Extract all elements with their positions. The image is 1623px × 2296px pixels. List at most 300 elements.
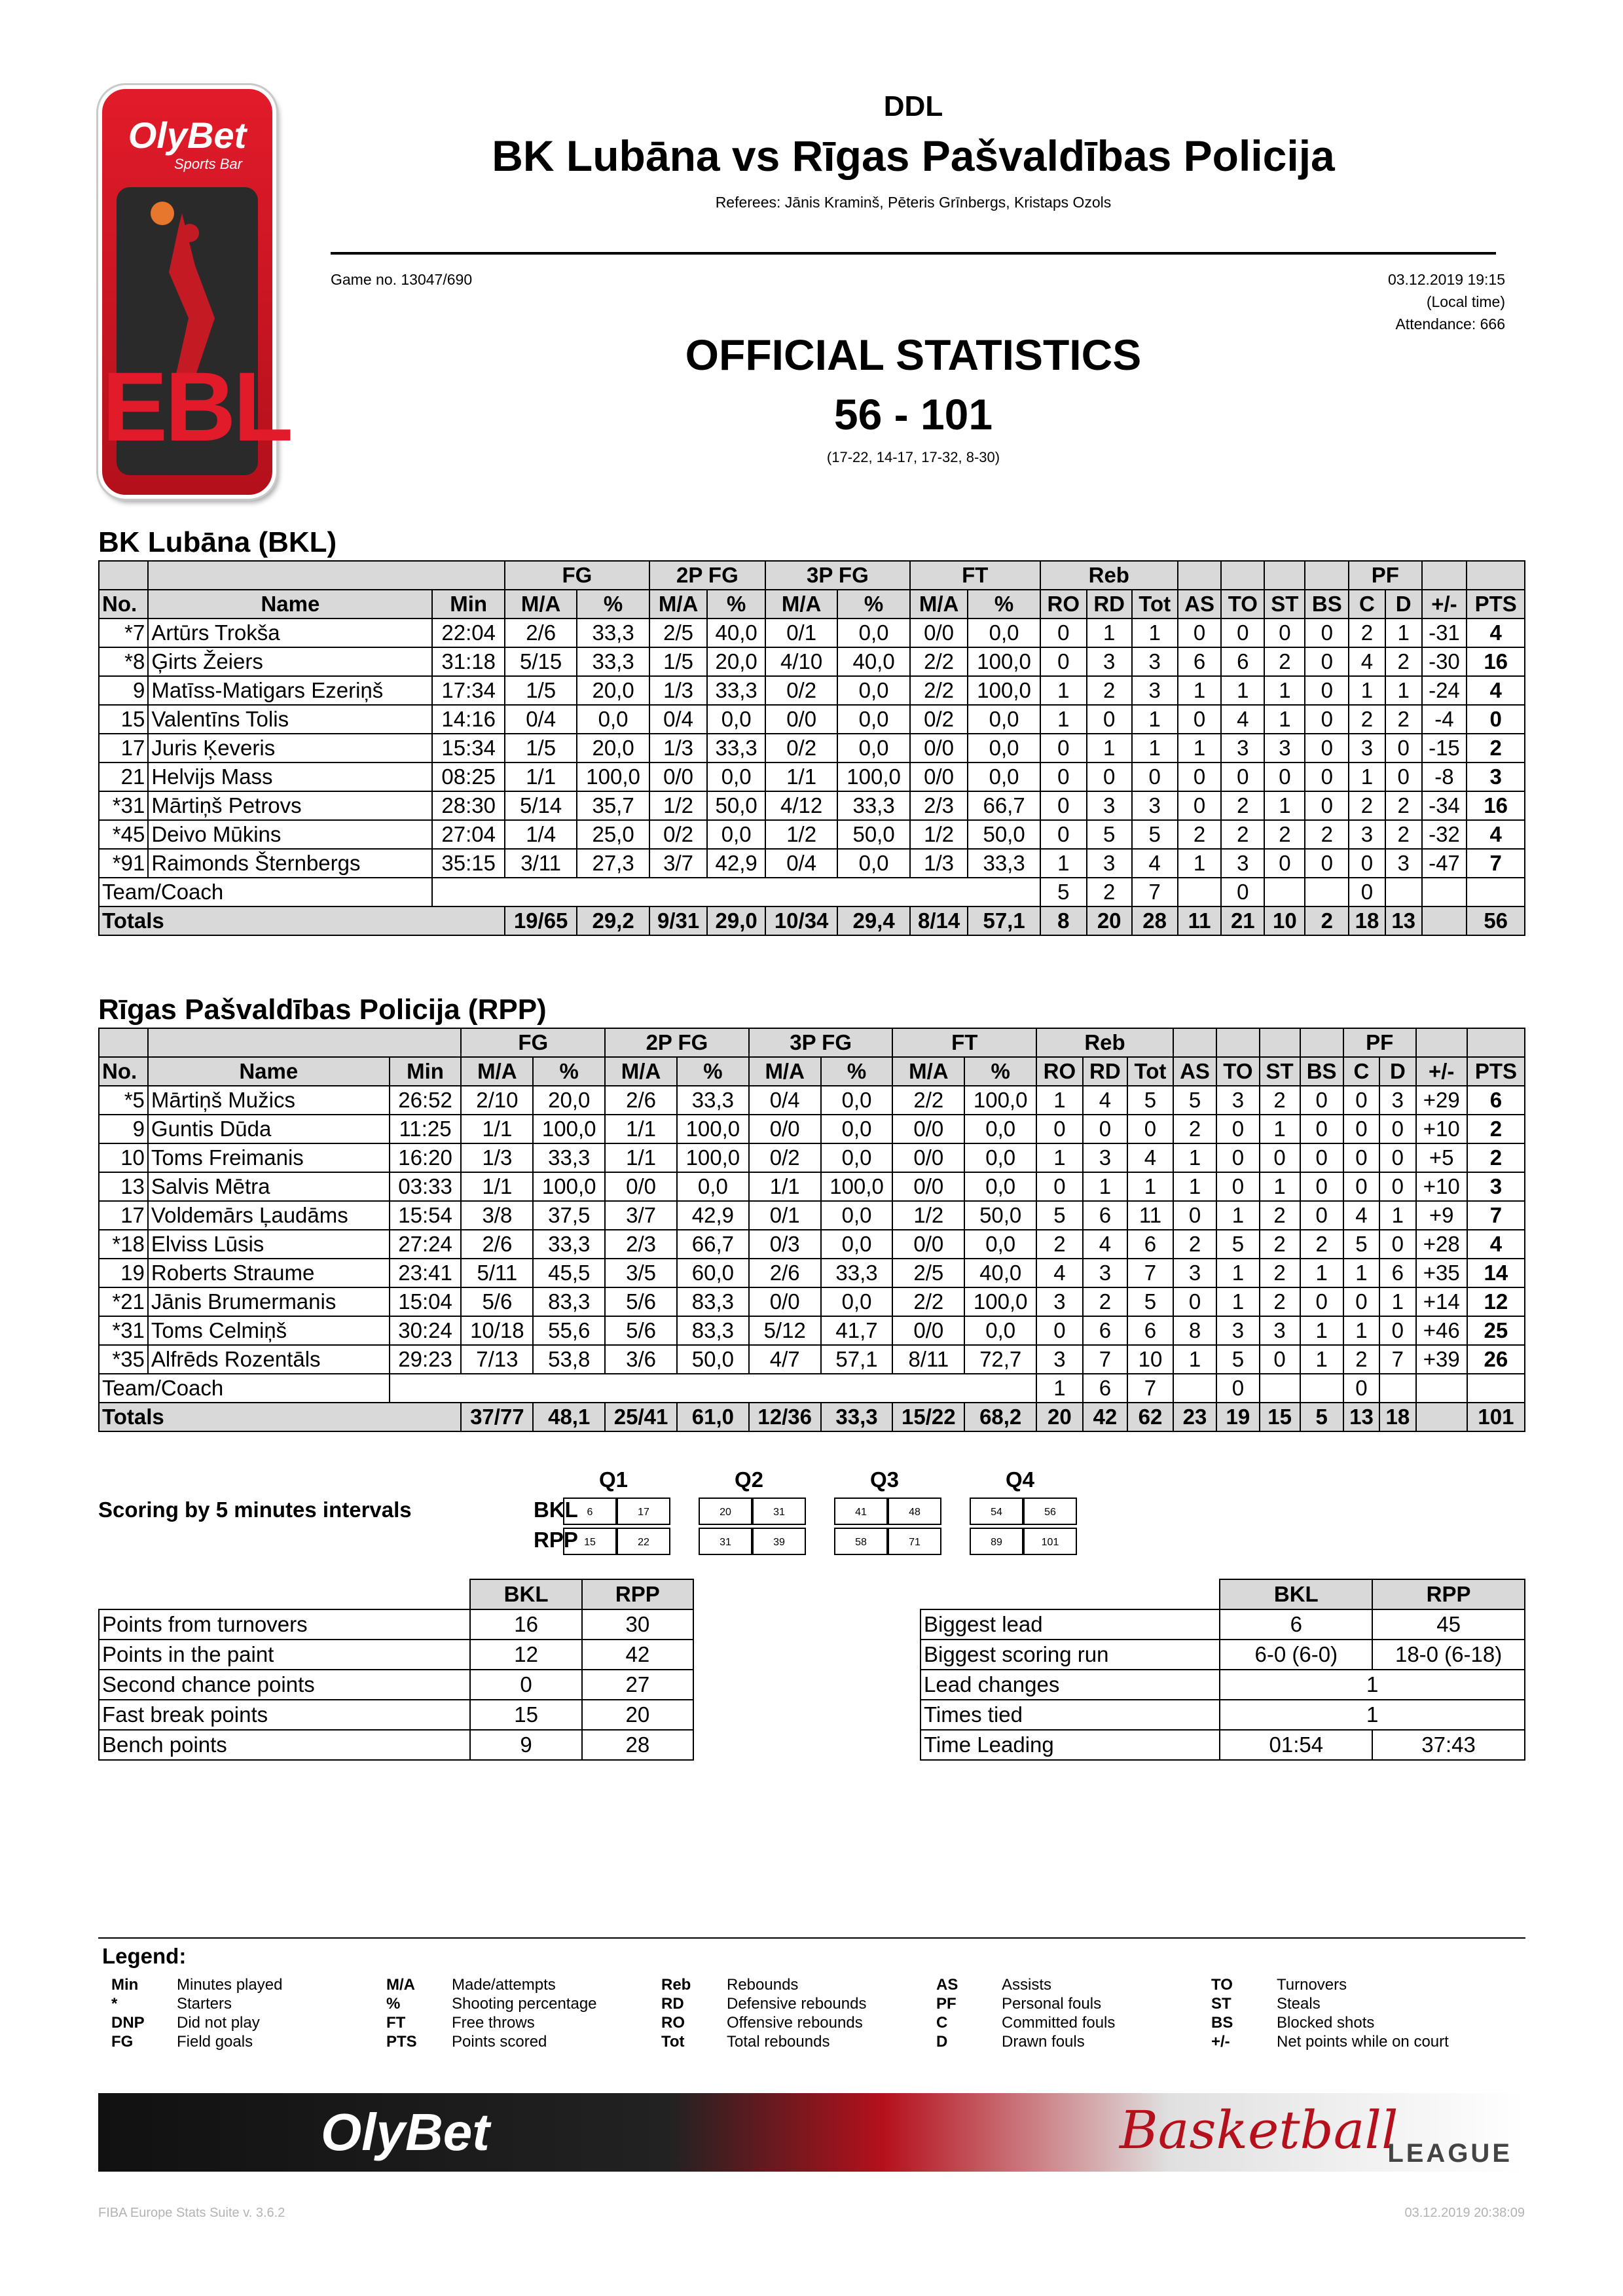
summary-row <box>921 1700 1525 1730</box>
stat-cell <box>1385 878 1422 906</box>
stat-cell: 5 <box>1127 1086 1173 1115</box>
column-group-header: PF <box>1349 561 1421 590</box>
stat-cell: Elviss Lūsis <box>148 1230 390 1259</box>
summary-value: 16 <box>470 1609 581 1640</box>
legend-desc: Defensive rebounds <box>727 1995 867 2013</box>
column-group-header: FG <box>461 1028 605 1057</box>
stat-cell: 0,0 <box>964 1230 1036 1259</box>
stat-cell: 29:23 <box>390 1345 462 1374</box>
summary-label: Biggest lead <box>921 1609 1220 1640</box>
stat-cell: 100,0 <box>968 647 1040 676</box>
column-header: PTS <box>1467 1057 1525 1086</box>
stat-cell: 0 <box>1300 1143 1343 1172</box>
stat-cell: 2/3 <box>605 1230 677 1259</box>
stat-cell: +10 <box>1416 1172 1467 1201</box>
column-header: Min <box>432 590 504 619</box>
stat-cell: 5/12 <box>749 1316 821 1345</box>
stat-cell: 4 <box>1083 1230 1127 1259</box>
stat-cell: 1/1 <box>749 1172 821 1201</box>
column-header: BS <box>1305 590 1349 619</box>
stat-cell: 3 <box>1385 849 1422 878</box>
column-header: No. <box>99 1057 148 1086</box>
stat-cell: 3/6 <box>605 1345 677 1374</box>
header-blank <box>1300 1028 1343 1057</box>
stat-cell: *31 <box>99 791 148 820</box>
stat-cell: 6 <box>1083 1201 1127 1230</box>
stat-cell: 0,0 <box>837 705 909 734</box>
column-group-header: Reb <box>1036 1028 1173 1057</box>
stat-cell: 0 <box>1343 1287 1379 1316</box>
stat-cell <box>1416 1374 1467 1403</box>
stat-cell: 4/7 <box>749 1345 821 1374</box>
player-row <box>99 849 1525 878</box>
column-header: TO <box>1221 590 1264 619</box>
stat-cell: 0,0 <box>821 1287 893 1316</box>
stat-cell: 0/2 <box>749 1143 821 1172</box>
stat-cell: 0,0 <box>964 1316 1036 1345</box>
legend-abbr: RD <box>661 1995 684 2013</box>
stat-cell: 0 <box>1040 734 1087 762</box>
stat-cell: 1 <box>1221 676 1264 705</box>
stat-cell: 0,0 <box>707 705 765 734</box>
stat-cell: -34 <box>1422 791 1467 820</box>
totals-row <box>99 1403 1525 1431</box>
interval-score-cell: 54 <box>970 1498 1023 1525</box>
column-header: M/A <box>505 590 577 619</box>
stat-cell: 1 <box>1132 734 1178 762</box>
totals-cell: 15 <box>1260 1403 1300 1431</box>
stat-cell: 50,0 <box>677 1345 749 1374</box>
column-header: % <box>577 590 649 619</box>
stat-cell: 7 <box>1467 849 1525 878</box>
stat-cell: 1 <box>1178 676 1222 705</box>
stat-cell: 20,0 <box>577 734 649 762</box>
stat-cell: 6 <box>1083 1374 1127 1403</box>
player-row <box>99 705 1525 734</box>
stat-cell: 42,9 <box>677 1201 749 1230</box>
header-blank <box>1467 561 1525 590</box>
stat-cell: 1 <box>1132 705 1178 734</box>
stat-cell: *91 <box>99 849 148 878</box>
totals-label: Totals <box>99 1403 461 1431</box>
summary-value: 18-0 (6-18) <box>1372 1640 1525 1670</box>
stat-cell: 2 <box>1221 820 1264 849</box>
stat-cell: -8 <box>1422 762 1467 791</box>
stat-cell: +46 <box>1416 1316 1467 1345</box>
interval-score-cell: 101 <box>1023 1528 1077 1555</box>
stat-cell: 1 <box>1216 1201 1260 1230</box>
stat-cell: 1/2 <box>910 820 968 849</box>
stat-cell: Roberts Straume <box>148 1259 390 1287</box>
column-header: RD <box>1087 590 1132 619</box>
column-group-header: PF <box>1343 1028 1416 1057</box>
box-score-bkl <box>98 560 1525 936</box>
stat-cell: 1 <box>1349 676 1385 705</box>
totals-cell: 10/34 <box>765 906 837 935</box>
legend-desc: Free throws <box>452 2014 535 2032</box>
summary-label: Time Leading <box>921 1730 1220 1760</box>
stat-cell: 0/4 <box>505 705 577 734</box>
summary-value: 15 <box>470 1700 581 1730</box>
totals-cell: 8/14 <box>910 906 968 935</box>
stat-cell: 2/2 <box>892 1086 964 1115</box>
stat-cell: 100,0 <box>533 1115 605 1143</box>
totals-cell: 57,1 <box>968 906 1040 935</box>
totals-cell: 33,3 <box>821 1403 893 1431</box>
stat-cell: 1 <box>1178 849 1222 878</box>
stat-cell: +9 <box>1416 1201 1467 1230</box>
column-header: % <box>677 1057 749 1086</box>
stat-cell: 7 <box>1127 1374 1173 1403</box>
stat-cell: 3 <box>1221 849 1264 878</box>
stat-cell: *35 <box>99 1345 148 1374</box>
column-group-header: 3P FG <box>765 561 910 590</box>
totals-cell: 29,0 <box>707 906 765 935</box>
stat-cell: 1/1 <box>605 1115 677 1143</box>
stat-cell: 1 <box>1087 734 1132 762</box>
summary-header: BKL <box>1220 1579 1372 1609</box>
stat-cell: 0 <box>1385 734 1422 762</box>
stat-cell: 1/1 <box>505 762 577 791</box>
stat-cell: +35 <box>1416 1259 1467 1287</box>
stat-cell: -32 <box>1422 820 1467 849</box>
stat-cell: 0 <box>1221 878 1264 906</box>
legend-desc: Offensive rebounds <box>727 2014 863 2032</box>
stat-cell: 0 <box>1178 705 1222 734</box>
summary-value: 45 <box>1372 1609 1525 1640</box>
stat-cell: 100,0 <box>533 1172 605 1201</box>
stat-cell: Deivo Mūkins <box>148 820 432 849</box>
stat-cell: 0,0 <box>821 1201 893 1230</box>
stat-cell: 10/18 <box>461 1316 533 1345</box>
stat-cell: 5 <box>1036 1201 1083 1230</box>
stat-cell: 0,0 <box>964 1143 1036 1172</box>
stat-cell: 5 <box>1132 820 1178 849</box>
stat-cell: 3/5 <box>605 1259 677 1287</box>
banner-brand: OlyBet <box>321 2103 490 2161</box>
stat-cell: 14:16 <box>432 705 504 734</box>
stat-cell: -4 <box>1422 705 1467 734</box>
stat-cell: 0 <box>1305 619 1349 647</box>
stat-cell: 1 <box>1385 676 1422 705</box>
stat-cell: 1 <box>1260 1172 1300 1201</box>
stat-cell: 4/10 <box>765 647 837 676</box>
stat-cell: 100,0 <box>964 1287 1036 1316</box>
summary-value: 6 <box>1220 1609 1372 1640</box>
stat-cell: 33,3 <box>533 1230 605 1259</box>
footer-software: FIBA Europe Stats Suite v. 3.6.2 <box>98 2206 285 2220</box>
summary-label: Points in the paint <box>99 1640 470 1670</box>
stat-cell: 83,3 <box>677 1287 749 1316</box>
stat-cell: 0 <box>1305 705 1349 734</box>
stat-cell: 0,0 <box>968 619 1040 647</box>
legend-desc: Minutes played <box>177 1976 283 1994</box>
referees: Referees: Jānis Kraminš, Pēteris Grīnbergs, Kristaps Ozols <box>715 194 1112 211</box>
totals-cell: 10 <box>1264 906 1305 935</box>
stat-cell: 0,0 <box>821 1143 893 1172</box>
stat-cell: 0 <box>1087 705 1132 734</box>
column-header: ST <box>1260 1057 1300 1086</box>
stat-cell: 0,0 <box>707 762 765 791</box>
stat-cell <box>1305 878 1349 906</box>
stat-cell: 2/5 <box>649 619 708 647</box>
totals-cell: 5 <box>1300 1403 1343 1431</box>
stat-cell: 0/0 <box>910 734 968 762</box>
stat-cell: +14 <box>1416 1287 1467 1316</box>
legend-abbr: M/A <box>386 1976 415 1994</box>
stat-cell: 0 <box>1036 1316 1083 1345</box>
quarter-label: Q4 <box>1006 1467 1035 1492</box>
column-header: C <box>1343 1057 1379 1086</box>
stat-cell: 55,6 <box>533 1316 605 1345</box>
interval-score-cell: 22 <box>617 1528 670 1555</box>
legend-desc: Points scored <box>452 2033 547 2051</box>
stat-cell: 6 <box>1083 1316 1127 1345</box>
totals-label: Totals <box>99 906 505 935</box>
interval-score-cell: 31 <box>752 1498 806 1525</box>
stat-cell: 6 <box>1127 1316 1173 1345</box>
column-header: C <box>1349 590 1385 619</box>
stat-cell: 16 <box>1467 647 1525 676</box>
stat-cell: 2 <box>1260 1086 1300 1115</box>
stat-cell: Alfrēds Rozentāls <box>148 1345 390 1374</box>
stat-cell: 3 <box>1221 734 1264 762</box>
stat-cell: 0 <box>1216 1374 1260 1403</box>
stat-cell: 1 <box>1036 1143 1083 1172</box>
summary-value: 01:54 <box>1220 1730 1372 1760</box>
legend-desc: Made/attempts <box>452 1976 556 1994</box>
stat-cell: 31:18 <box>432 647 504 676</box>
summary-value: 37:43 <box>1372 1730 1525 1760</box>
stat-cell: 2 <box>1349 791 1385 820</box>
column-header: TO <box>1216 1057 1260 1086</box>
stat-cell: 0 <box>1349 849 1385 878</box>
game-title: BK Lubāna vs Rīgas Pašvaldības Policija <box>492 132 1335 180</box>
player-row <box>99 1086 1525 1115</box>
stat-cell: 12 <box>1467 1287 1525 1316</box>
summary-label: Points from turnovers <box>99 1609 470 1640</box>
legend-desc: Starters <box>177 1995 232 2013</box>
totals-cell: 42 <box>1083 1403 1127 1431</box>
stat-cell: 28:30 <box>432 791 504 820</box>
stat-cell: 0/1 <box>749 1201 821 1230</box>
team-title-bkl: BK Lubāna (BKL) <box>98 526 337 558</box>
logo-sub: Sports Bar <box>174 156 242 172</box>
team-coach-label: Team/Coach <box>99 878 432 906</box>
interval-score-cell: 6 <box>563 1498 617 1525</box>
summary-value: 9 <box>470 1730 581 1760</box>
column-group-header: FT <box>910 561 1040 590</box>
summary-header: BKL <box>470 1579 581 1609</box>
stat-cell: +39 <box>1416 1345 1467 1374</box>
stat-cell: 20,0 <box>533 1086 605 1115</box>
stat-cell: 0/2 <box>910 705 968 734</box>
summary-label: Second chance points <box>99 1670 470 1700</box>
stat-cell: 0 <box>1467 705 1525 734</box>
interval-team-label: BKL <box>534 1498 578 1522</box>
stat-cell: 0 <box>1379 1143 1415 1172</box>
stat-cell: Helvijs Mass <box>148 762 432 791</box>
stat-cell: 0 <box>1305 849 1349 878</box>
stat-cell: 10 <box>99 1143 148 1172</box>
column-header: M/A <box>892 1057 964 1086</box>
team-coach-row <box>99 878 1525 906</box>
stat-cell: 2 <box>1467 734 1525 762</box>
legend-desc: Did not play <box>177 2014 260 2032</box>
stat-cell: 1 <box>1264 676 1305 705</box>
stat-cell: 22:04 <box>432 619 504 647</box>
stat-cell: 0,0 <box>964 1172 1036 1201</box>
stat-cell: 0 <box>1264 849 1305 878</box>
stat-cell: 1 <box>1083 1172 1127 1201</box>
stat-cell: -15 <box>1422 734 1467 762</box>
stat-cell: 2 <box>1385 647 1422 676</box>
column-group-header: FT <box>892 1028 1036 1057</box>
game-datetime: 03.12.2019 19:15 <box>1387 271 1505 288</box>
stat-cell: 40,0 <box>837 647 909 676</box>
stat-cell: 100,0 <box>677 1115 749 1143</box>
column-header: D <box>1385 590 1422 619</box>
column-header: +/- <box>1422 590 1467 619</box>
game-flow-table <box>920 1579 1525 1761</box>
stat-cell: 2 <box>1260 1287 1300 1316</box>
totals-cell: 19 <box>1216 1403 1260 1431</box>
header-blank <box>921 1579 1220 1609</box>
totals-cell: 20 <box>1087 906 1132 935</box>
stat-cell: 0/0 <box>749 1115 821 1143</box>
stat-cell: 0/2 <box>765 676 837 705</box>
legend-abbr: FG <box>111 2033 134 2051</box>
logo-league: EBL <box>102 351 291 461</box>
stat-cell: 3 <box>1264 734 1305 762</box>
summary-row <box>921 1609 1525 1640</box>
stat-cell: 0 <box>1036 1115 1083 1143</box>
stat-cell: 50,0 <box>707 791 765 820</box>
totals-cell: 12/36 <box>749 1403 821 1431</box>
stat-cell: 0/0 <box>605 1172 677 1201</box>
stat-cell: 3 <box>1087 849 1132 878</box>
totals-cell <box>1416 1403 1467 1431</box>
stat-cell: Guntis Dūda <box>148 1115 390 1143</box>
interval-score-cell: 56 <box>1023 1498 1077 1525</box>
stat-cell: 33,3 <box>577 647 649 676</box>
summary-row <box>99 1730 693 1760</box>
stat-cell: 17 <box>99 1201 148 1230</box>
stat-cell: Toms Freimanis <box>148 1143 390 1172</box>
stat-cell: 8/11 <box>892 1345 964 1374</box>
column-header: M/A <box>749 1057 821 1086</box>
stat-cell: +28 <box>1416 1230 1467 1259</box>
stat-cell: 66,7 <box>677 1230 749 1259</box>
quarter-label: Q1 <box>599 1467 629 1492</box>
stat-cell: 25,0 <box>577 820 649 849</box>
stat-cell: 2/2 <box>910 676 968 705</box>
stat-cell: 3 <box>1083 1143 1127 1172</box>
stat-cell: 5/6 <box>461 1287 533 1316</box>
legend-desc: Steals <box>1277 1995 1321 2013</box>
stat-cell: 37,5 <box>533 1201 605 1230</box>
stat-cell: 33,3 <box>707 676 765 705</box>
column-header: % <box>533 1057 605 1086</box>
header-divider <box>331 252 1496 255</box>
stat-cell: 1/1 <box>461 1172 533 1201</box>
legend-desc: Turnovers <box>1277 1976 1347 1994</box>
stat-cell: 0 <box>1305 734 1349 762</box>
stat-cell: 5/6 <box>605 1316 677 1345</box>
stat-cell: 5 <box>1087 820 1132 849</box>
column-header: Tot <box>1132 590 1178 619</box>
stat-cell: 0 <box>1264 619 1305 647</box>
player-row <box>99 619 1525 647</box>
stat-cell: 2/10 <box>461 1086 533 1115</box>
summary-value: 6-0 (6-0) <box>1220 1640 1372 1670</box>
interval-score-cell: 71 <box>888 1528 941 1555</box>
column-header: +/- <box>1416 1057 1467 1086</box>
team-coach-row <box>99 1374 1525 1403</box>
stat-cell: 1 <box>1178 734 1222 762</box>
stat-cell: 35:15 <box>432 849 504 878</box>
player-row <box>99 1115 1525 1143</box>
legend-desc: Total rebounds <box>727 2033 830 2051</box>
stat-cell: 5 <box>1040 878 1087 906</box>
totals-row <box>99 906 1525 935</box>
legend-abbr: PF <box>936 1995 957 2013</box>
stat-cell <box>1264 878 1305 906</box>
stat-cell: 1 <box>1036 1086 1083 1115</box>
stat-cell: 33,3 <box>533 1143 605 1172</box>
stat-cell: *7 <box>99 619 148 647</box>
stat-cell: 6 <box>1379 1259 1415 1287</box>
stat-cell <box>1422 878 1467 906</box>
stat-cell: 0/2 <box>765 734 837 762</box>
stat-cell: 1/1 <box>765 762 837 791</box>
stat-cell: 45,5 <box>533 1259 605 1287</box>
stat-cell: 4 <box>1343 1201 1379 1230</box>
stat-cell: 0 <box>1379 1172 1415 1201</box>
summary-row <box>99 1640 693 1670</box>
header-blank <box>148 561 505 590</box>
stat-cell: 0,0 <box>968 734 1040 762</box>
quarter-label: Q3 <box>870 1467 900 1492</box>
stat-cell: 4 <box>1132 849 1178 878</box>
stat-cell: 0 <box>1087 762 1132 791</box>
stat-cell: 1 <box>1300 1345 1343 1374</box>
legend-abbr: C <box>936 2014 948 2032</box>
stat-cell: 1 <box>1173 1345 1216 1374</box>
stat-cell: 3 <box>1132 791 1178 820</box>
stat-cell: 8 <box>1173 1316 1216 1345</box>
legend-abbr: BS <box>1211 2014 1233 2032</box>
stat-cell: 2/2 <box>910 647 968 676</box>
stat-cell: Juris Ķeveris <box>148 734 432 762</box>
totals-cell: 61,0 <box>677 1403 749 1431</box>
stat-cell: 1/3 <box>910 849 968 878</box>
stat-cell: 0 <box>1040 619 1087 647</box>
stat-cell: 1/5 <box>505 676 577 705</box>
totals-cell: 29,4 <box>837 906 909 935</box>
stat-cell: 0 <box>1343 1086 1379 1115</box>
totals-cell: 15/22 <box>892 1403 964 1431</box>
stat-cell: 0 <box>1036 1172 1083 1201</box>
legend-abbr: TO <box>1211 1976 1233 1994</box>
stat-cell: 2 <box>1083 1287 1127 1316</box>
stat-cell: 4 <box>1467 676 1525 705</box>
stat-cell: 1 <box>1040 705 1087 734</box>
stat-cell: 3 <box>1087 791 1132 820</box>
stat-cell: Salvis Mētra <box>148 1172 390 1201</box>
stat-cell: 60,0 <box>677 1259 749 1287</box>
legend-desc: Shooting percentage <box>452 1995 597 2013</box>
